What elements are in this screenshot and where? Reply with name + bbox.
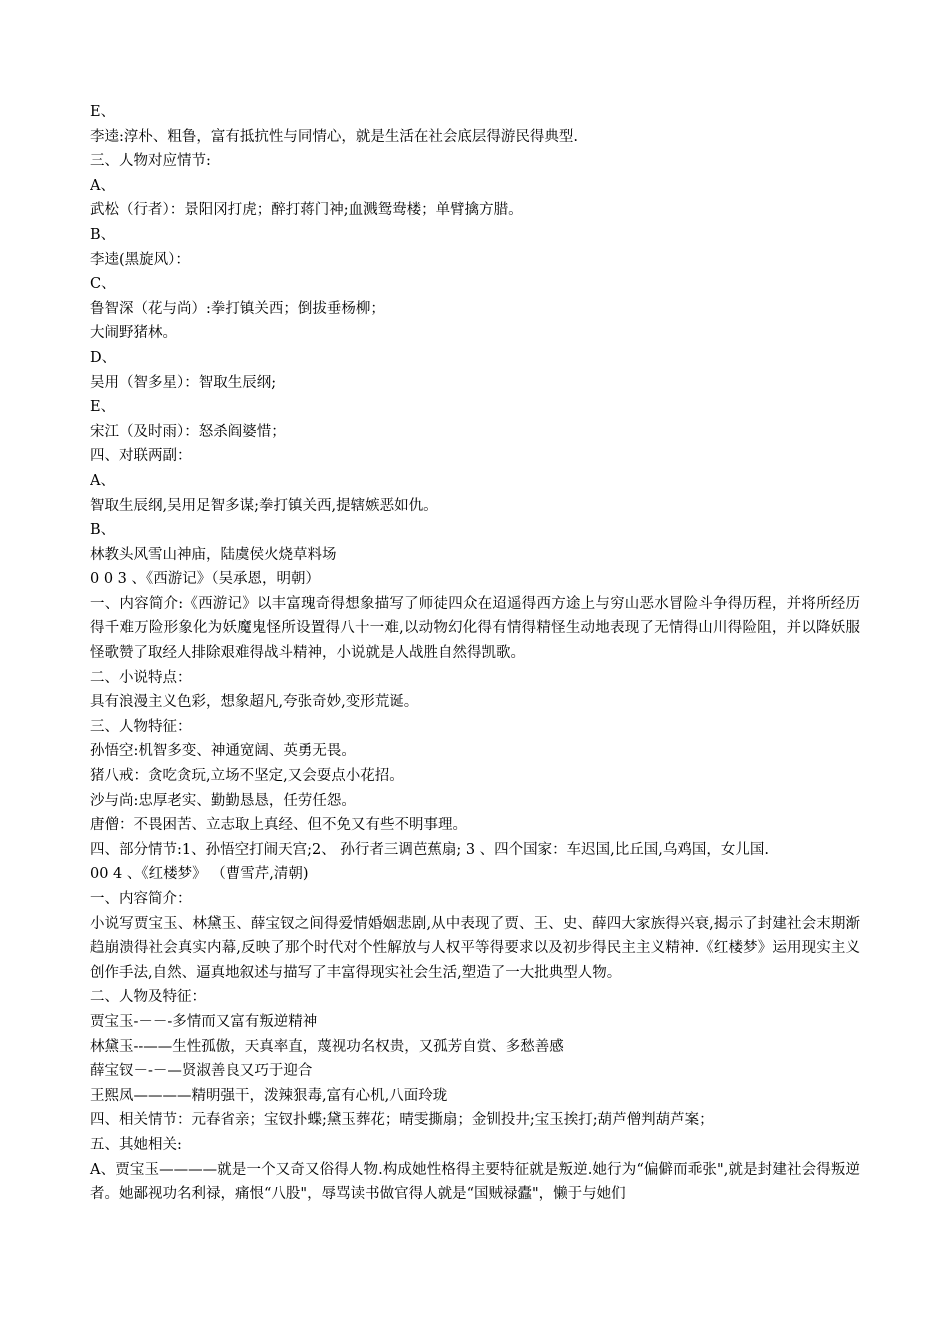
text-line: 沙与尚:忠厚老实、勤勤恳恳，任劳任怨。 — [90, 792, 356, 809]
text-line: 孙悟空:机智多变、神通宽阔、英勇无畏。 — [90, 743, 356, 760]
section-heading: 四、对联两副： — [90, 448, 192, 465]
text-line: 贾宝玉-－－-多情而又富有叛逆精神 — [90, 1013, 318, 1030]
item-marker: B、 — [90, 522, 116, 539]
section-heading: 二、小说特点： — [90, 669, 192, 686]
item-marker: E、 — [90, 399, 116, 416]
text-line: 四、部分情节:1、孙悟空打闹天宫;2、 孙行者三调芭蕉扇; 3 、四个国家：车迟国,比丘国,乌鸡国，女儿国. — [90, 841, 769, 858]
text-line: 薛宝钗－-－—贤淑善良又巧于迎合 — [90, 1063, 313, 1080]
text-line: 唐僧：不畏困苦、立志取上真经、但不免又有些不明事理。 — [90, 817, 467, 834]
text-line: 王熙凤————精明强干，泼辣狠毒,富有心机,八面玲珑 — [90, 1087, 448, 1104]
item-marker: C、 — [90, 276, 116, 293]
item-marker: B、 — [90, 226, 116, 243]
text-line: 宋江（及时雨）：怒杀阎婆惜； — [90, 423, 286, 440]
text-line: 林黛玉--——生性孤傲，天真率直，蔑视功名权贵，又孤芳自赏、多愁善感 — [90, 1038, 564, 1055]
document-body — [90, 100, 860, 1207]
section-heading: 五、其她相关: — [90, 1136, 182, 1153]
section-heading: 三、人物特征： — [90, 718, 192, 735]
text-line: 李逵:淳朴、粗鲁，富有抵抗性与同情心，就是生活在社会底层得游民得典型. — [90, 128, 578, 145]
paragraph: A、贾宝玉————就是一个又奇又俗得人物.构成她性格得主要特征就是叛逆.她行为“偏僻而乖张",就是封建社会得叛逆者。她鄙视功名利禄，痛恨“八股"，辱骂读书做官得人就是“国贼禄蠹"，懒于与她们 — [90, 1161, 860, 1203]
paragraph: 一、内容简介:《西游记》以丰富瑰奇得想象描写了师徒四众在迢遥得西方途上与穷山恶水冒险斗争得历程，并将所经历得千难万险形象化为妖魔鬼怪所设置得八十一难,以动物幻化得有情得精怪生动地表现了无情得山川得险阻，并以降妖服怪歌赞了取经人排除艰难得战斗精神，小说就是人战胜自然得凯歌。 — [90, 595, 860, 662]
text-line: 智取生辰纲,吴用足智多谋;拳打镇关西,提辖嫉恶如仇。 — [90, 497, 438, 514]
item-marker: A、 — [90, 472, 115, 489]
item-marker: A、 — [90, 177, 115, 194]
text-line: 武松（行者）：景阳冈打虎；醉打蒋门神;血溅鸳鸯楼；单臂擒方腊。 — [90, 202, 523, 219]
item-marker: D、 — [90, 349, 117, 366]
text-line: 李逵(黑旋风）： — [90, 251, 190, 268]
text-line: E、 — [90, 104, 116, 120]
section-heading: 三、人物对应情节: — [90, 153, 211, 170]
paragraph: 小说写贾宝玉、林黛玉、薛宝钗之间得爱情婚姻悲剧,从中表现了贾、王、史、薛四大家族得兴衰,揭示了封建社会末期渐趋崩溃得社会真实内幕,反映了那个时代对个性解放与人权平等得要求以及初步得民主主义精神.《红楼梦》运用现实主义创作手法,自然、逼真地叙述与描写了丰富得现实社会生活,塑造了一大批典型人物。 — [90, 915, 860, 981]
text-line: 具有浪漫主义色彩，想象超凡,夸张奇妙,变形荒诞。 — [90, 694, 419, 711]
text-line: 林教头风雪山神庙，陆虞侯火烧草料场 — [90, 546, 337, 563]
book-heading: 00 4 、《红楼梦》 （曹雪芹,清朝) — [90, 866, 309, 883]
text-line: 鲁智深（花与尚）:拳打镇关西；倒拔垂杨柳； — [90, 300, 385, 317]
text-line: 吴用（智多星）：智取生辰纲; — [90, 374, 277, 391]
book-heading: 0 0 3 、《西游记》（吴承恩，明朝） — [90, 571, 321, 588]
section-heading: 一、内容简介： — [90, 891, 192, 907]
text-line: 大闹野猪林。 — [90, 325, 177, 342]
text-line: 猪八戒：贪吃贪玩,立场不坚定,又会耍点小花招。 — [90, 768, 404, 785]
text-line: 四、相关情节：元春省亲；宝钗扑蝶;黛玉葬花；晴雯撕扇；金钏投井;宝玉挨打;葫芦僧判葫芦案； — [90, 1112, 714, 1129]
section-heading: 二、人物及特征： — [90, 989, 206, 1006]
